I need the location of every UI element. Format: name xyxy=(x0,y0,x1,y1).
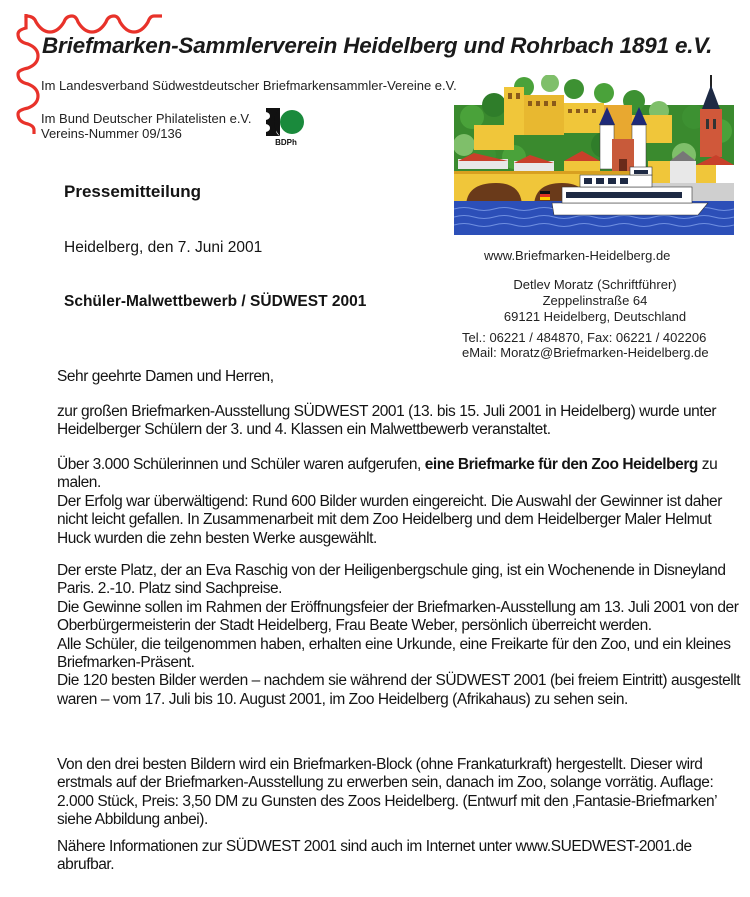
competition-call-bold: eine Briefmarke für den Zoo Heidelberg xyxy=(424,456,698,473)
organization-title: Briefmarken-Sammlerverein Heidelberg und Rohrbach 1891 e.V. xyxy=(42,33,713,58)
paragraph-more-info xyxy=(57,838,747,875)
contact-street: Zeppelinstraße 64 xyxy=(542,293,648,308)
paragraph-stamp-block xyxy=(57,756,747,830)
bdph-logo-icon xyxy=(264,106,308,146)
contact-email[interactable]: eMail: Moratz@Briefmarken-Heidelberg.de xyxy=(462,345,709,360)
bund-line: Im Bund Deutscher Philatelisten e.V. xyxy=(41,111,252,126)
stamp-block-text: Von den drei besten Bildern wird ein Briefmarken-Block (ohne Frankaturkraft) hergestellt. Dieser wird erstmals auf der Briefmarken-Ausstellung zu erwerben sein, danach im Zoo, solange vorrätig. Auflage: 2.000 Stück, Preis: 3,50 DM zu Gunsten des Zoos Heidelberg. (Entwurf mit den ‚Fantasie-Briefmarken’ siehe Abbildung anbei). xyxy=(57,756,717,829)
prizes-participants: Alle Schüler, die teilgenommen haben, erhalten eine Urkunde, eine Freikarte für den Zoo, und ein kleines Briefmarken-Präsent. xyxy=(57,635,731,672)
landesverband-line: Im Landesverband Südwestdeutscher Briefmarkensammler-Vereine e.V. xyxy=(41,78,457,93)
website-link[interactable]: www.Briefmarken-Heidelberg.de xyxy=(484,248,671,263)
contact-address xyxy=(460,277,730,325)
contact-name: Detlev Moratz (Schriftführer) xyxy=(513,277,677,292)
heidelberg-illustration xyxy=(454,75,734,235)
press-release-heading: Pressemitteilung xyxy=(64,182,201,201)
paragraph-intro-text: zur großen Briefmarken-Ausstellung SÜDWEST 2001 (13. bis 15. Juli 2001 in Heidelberg) wurde unter Heidelberger Schülern der 3. und 4. Klassen ein Malwettbewerb veranstaltet. xyxy=(57,403,717,439)
competition-call-end: zu malen. xyxy=(57,456,718,492)
more-info-text: Nähere Informationen zur SÜDWEST 2001 sind auch im Internet unter www.SUEDWEST-2001.de abrufbar. xyxy=(57,838,692,874)
paragraph-competition xyxy=(57,456,747,548)
letter-date: Heidelberg, den 7. Juni 2001 xyxy=(64,239,263,256)
letter-greeting: Sehr geehrte Damen und Herren, xyxy=(57,368,274,385)
prizes-exhibition: Die 120 besten Bilder werden – nachdem sie während der SÜDWEST 2001 (bei freiem Eintritt) ausgestellt waren – vom 17. Juli bis 10. August 2001, im Zoo Heidelberg (Afrikahaus) zu sehen sein. xyxy=(57,672,741,708)
contact-details xyxy=(462,330,709,360)
paragraph-competition-result: Der Erfolg war überwältigend: Rund 600 Bilder wurden eingereicht. Die Auswahl der Gewinner ist daher nicht leicht gefallen. In Zusammenarbeit mit dem Zoo Heidelberg und dem Heidelberger Maler Helmut Huck wurden die zehn besten Werke ausgewählt. xyxy=(57,492,722,547)
contact-phone-fax: Tel.: 06221 / 484870, Fax: 06221 / 402206 xyxy=(462,330,707,345)
paragraph-prizes xyxy=(57,562,747,709)
church-tower-icon xyxy=(700,75,722,157)
vereinsnummer-line: Vereins-Nummer 09/136 xyxy=(41,126,182,141)
prizes-ceremony: Die Gewinne sollen im Rahmen der Eröffnungsfeier der Briefmarken-Ausstellung am 13. Juli 2001 von der Oberbürgermeisterin der Stadt Heidelberg, Frau Beate Weber, persönlich überreicht werden. xyxy=(57,598,739,635)
paragraph-competition-call xyxy=(57,456,747,493)
paragraph-intro xyxy=(57,403,747,440)
contact-city: 69121 Heidelberg, Deutschland xyxy=(503,309,687,324)
prizes-first-place: Der erste Platz, der an Eva Raschig von der Heiligenbergschule ging, ist ein Wochenende in Disneyland Paris. 2.-10. Platz sind Sachpreise. xyxy=(57,562,726,598)
bdph-logo-label: BDPh xyxy=(275,138,297,146)
letter-subject: Schüler-Malwettbewerb / SÜDWEST 2001 xyxy=(64,293,367,310)
competition-call-text: Über 3.000 Schülerinnen und Schüler waren aufgerufen, xyxy=(57,456,425,473)
